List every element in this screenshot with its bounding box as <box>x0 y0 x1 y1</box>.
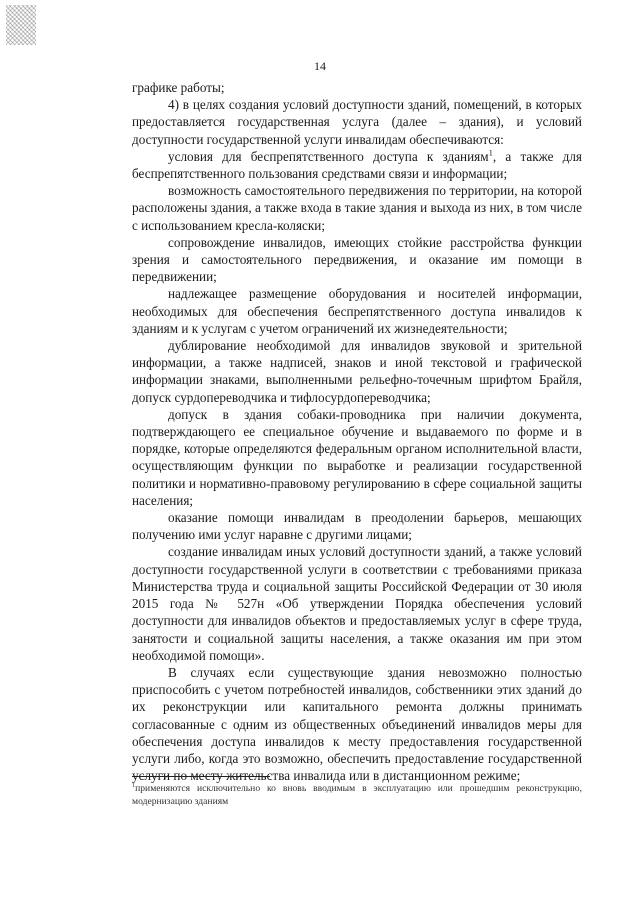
footnote-text: применяются исключительно ко вновь вводимым в эксплуатацию или прошедшим реконструкцию, модернизацию зданиям <box>132 783 582 807</box>
footnote <box>132 783 582 808</box>
paragraph-3-text-after: , а также для беспрепятственного пользования средствами связи и информации; <box>132 148 583 182</box>
paragraph-4: возможность самостоятельного передвижения по территории, на которой расположены здания, а также входа в такие здания и выхода из них, в том числе с использованием кресла-коляски; <box>132 183 582 233</box>
footnote-marker: 1 <box>132 781 136 789</box>
paragraph-3 <box>132 148 582 182</box>
paragraph-10: создание инвалидам иных условий доступности зданий, а также условий доступности государственной услуги в соответствии с требованиями приказа Министерства труда и социальной защиты Российской Федерации от 30 июля 2015 года № 527н «Об утверждении Порядка обеспечения условий доступности для инвалидов объектов и предоставляемых услуг в сфере труда, занятости и социальной защиты населения, а также оказания им при этом необходимой помощи». <box>132 544 582 663</box>
footnote-separator <box>132 776 270 777</box>
body-text <box>132 79 582 784</box>
paragraph-7: дублирование необходимой для инвалидов звуковой и зрительной информации, а также надписей, знаков и иной текстовой и графической информации знаками, выполненными рельефно-точечным шрифтом Брайля, допуск сурдопереводчика и тифлосурдопереводчика; <box>132 338 582 405</box>
paragraph-1: графике работы; <box>132 80 225 95</box>
paragraph-6: надлежащее размещение оборудования и носителей информации, необходимых для обеспечения беспрепятственного доступа инвалидов к зданиям и к услугам с учетом ограничений их жизнедеятельности; <box>132 286 582 336</box>
paragraph-8: допуск в здания собаки-проводника при наличии документа, подтверждающего ее специальное обучение и выдаваемого по форме и в порядке, которые определяются федеральным органом исполнительной власти, осуществляющим функции по выработке и реализации государственной политики и нормативно-правовому регулированию в сфере социальной защиты населения; <box>132 406 582 508</box>
paragraph-2: 4) в целях создания условий доступности зданий, помещений, в которых предоставляется государственная услуга (далее – здания), и условий доступности государственной услуги инвалидам обеспечиваются: <box>132 97 582 147</box>
paragraph-11: В случаях если существующие здания невозможно полностью приспособить с учетом потребностей инвалидов, собственники этих зданий до их реконструкции или капитального ремонта должны принимать согласованные с одним из общественных объединений инвалидов меры для обеспечения доступа инвалидов к месту предоставления государственной услуги либо, когда это возможно, обеспечить предоставление государственной услуги по месту жительства инвалида или в дистанционном режиме; <box>132 664 582 784</box>
paragraph-5: сопровождение инвалидов, имеющих стойкие расстройства функции зрения и самостоятельного передвижения, и оказание им помощи в передвижении; <box>132 234 582 285</box>
footnote-reference: 1 <box>488 147 493 158</box>
page-number: 14 <box>314 59 326 73</box>
paragraph-3-text: условия для беспрепятственного доступа к зданиям <box>168 148 489 164</box>
scan-artifact <box>6 5 36 45</box>
paragraph-9: оказание помощи инвалидам в преодолении барьеров, мешающих получению ими услуг наравне с другими лицами; <box>132 510 582 543</box>
